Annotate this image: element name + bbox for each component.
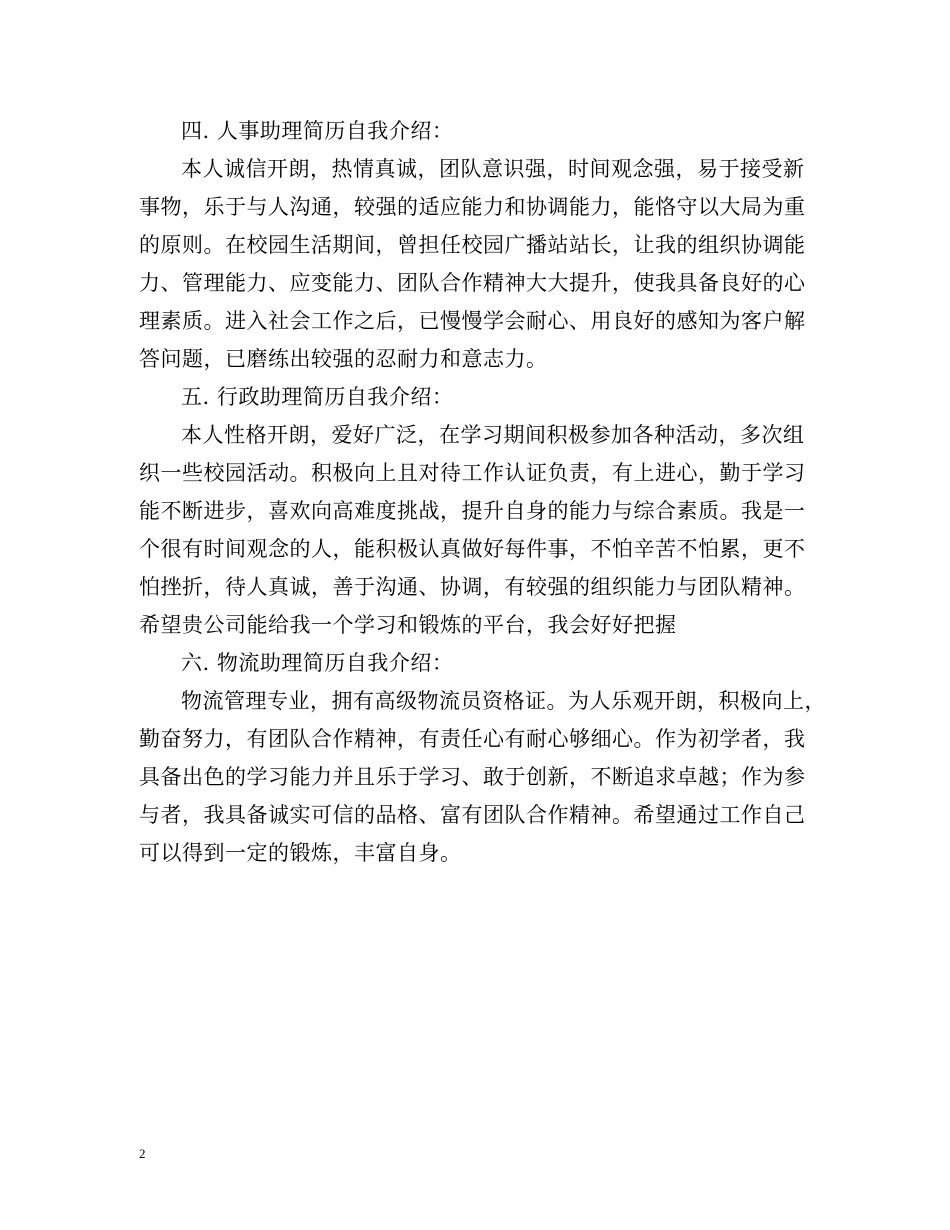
section-heading-admin-assistant: 五. 行政助理简历自我介绍： xyxy=(181,385,454,409)
section-heading-logistics-assistant: 六. 物流助理简历自我介绍： xyxy=(181,651,454,675)
section-heading-hr-assistant: 四. 人事助理简历自我介绍： xyxy=(181,119,454,143)
document-body xyxy=(139,112,826,872)
paragraph-line: 可以得到一定的锻炼，丰富自身。 xyxy=(139,841,462,865)
paragraph-line: 个很有时间观念的人，能积极认真做好每件事，不怕辛苦不怕累，更不 xyxy=(139,537,806,561)
paragraph-line: 本人诚信开朗，热情真诚，团队意识强，时间观念强，易于接受新 xyxy=(181,157,805,181)
paragraph-line: 理素质。进入社会工作之后，已慢慢学会耐心、用良好的感知为客户解 xyxy=(139,309,806,333)
paragraph-line: 本人性格开朗，爱好广泛，在学习期间积极参加各种活动，多次组 xyxy=(181,423,805,447)
paragraph-line: 织一些校园活动。积极向上且对待工作认证负责，有上进心，勤于学习 xyxy=(139,461,806,485)
paragraph-line: 事物，乐于与人沟通，较强的适应能力和协调能力，能恪守以大局为重 xyxy=(139,195,806,219)
paragraph-line: 物流管理专业，拥有高级物流员资格证。为人乐观开朗，积极向上， xyxy=(181,689,826,713)
paragraph-line: 与者，我具备诚实可信的品格、富有团队合作精神。希望通过工作自己 xyxy=(139,803,806,827)
paragraph-line: 能不断进步，喜欢向高难度挑战，提升自身的能力与综合素质。我是一 xyxy=(139,499,806,523)
paragraph-line: 答问题，已磨练出较强的忍耐力和意志力。 xyxy=(139,347,548,371)
paragraph-line: 具备出色的学习能力并且乐于学习、敢于创新，不断追求卓越；作为参 xyxy=(139,765,806,789)
paragraph-line: 希望贵公司能给我一个学习和锻炼的平台，我会好好把握 xyxy=(139,613,677,637)
paragraph-line: 力、管理能力、应变能力、团队合作精神大大提升，使我具备良好的心 xyxy=(139,271,806,295)
paragraph-line: 怕挫折，待人真诚，善于沟通、协调，有较强的组织能力与团队精神。 xyxy=(139,575,806,599)
page-number: 2 xyxy=(139,1146,146,1161)
paragraph-line: 勤奋努力，有团队合作精神，有责任心有耐心够细心。作为初学者，我 xyxy=(139,727,806,751)
paragraph-line: 的原则。在校园生活期间，曾担任校园广播站站长，让我的组织协调能 xyxy=(139,233,806,257)
